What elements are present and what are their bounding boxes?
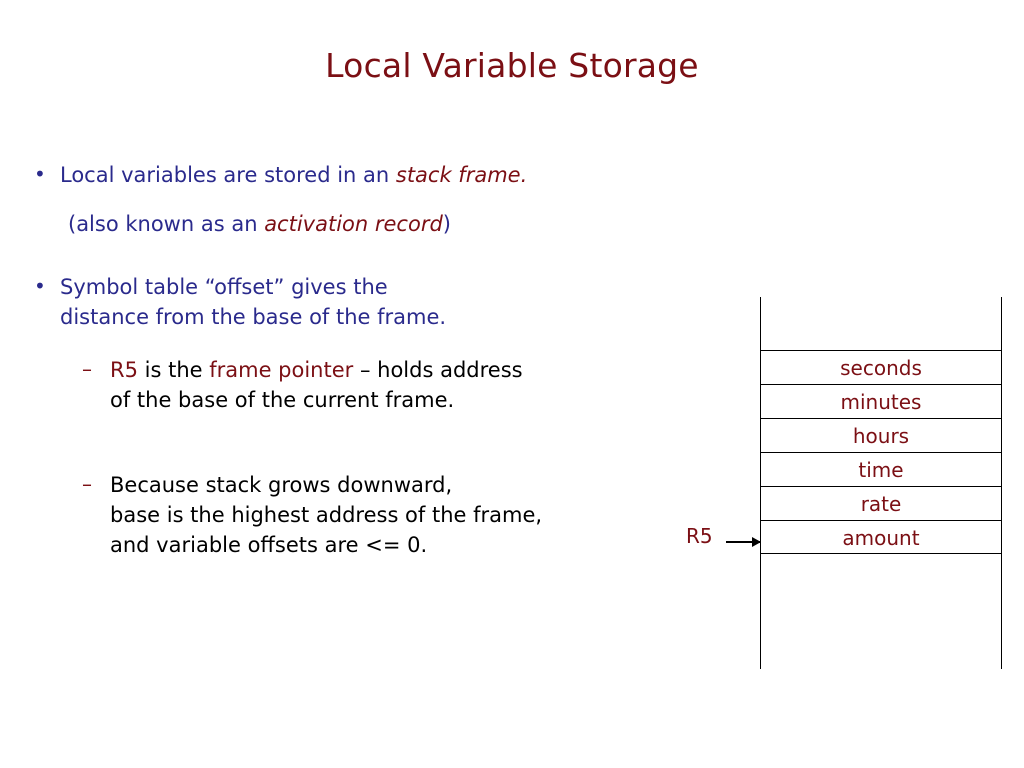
r5-pointer-label: R5: [686, 524, 713, 548]
stack-frame-diagram: [760, 297, 1002, 669]
sub-bullet-1-register: R5: [110, 358, 138, 382]
bullet-2-line-2: distance from the base of the frame.: [60, 305, 447, 329]
sub-bullet-2-line-2: base is the highest address of the frame,: [110, 503, 543, 527]
bullet-1-text: [60, 160, 527, 190]
sub-bullet-1-part-b: is the: [137, 358, 210, 382]
sub-bullet-1-part-d: – holds address: [353, 358, 523, 382]
sub-bullet-2-text: [110, 470, 542, 560]
frame-cell: rate: [760, 486, 1002, 520]
frame-cell: time: [760, 452, 1002, 486]
bullet-marker-icon: •: [34, 162, 46, 186]
dash-marker-icon: –: [82, 357, 92, 381]
bullet-1-sub-emphasis: activation record: [264, 212, 443, 236]
bullet-item-1: [34, 160, 734, 190]
page-title: Local Variable Storage: [325, 46, 699, 85]
sub-bullet-2-line-1: Because stack grows downward,: [110, 473, 453, 497]
sub-bullet-item-2: [82, 470, 722, 560]
bullet-2-line-1: Symbol table “offset” gives the: [60, 275, 388, 299]
bullet-1-sub-part-c: ): [442, 212, 451, 236]
sub-bullet-1-line-2: of the base of the current frame.: [110, 388, 455, 412]
sub-bullet-1-term: frame pointer: [209, 358, 354, 382]
sub-bullet-item-1: [82, 355, 702, 415]
frame-cell: hours: [760, 418, 1002, 452]
bullet-1-part-a: Local variables are stored in an: [60, 163, 396, 187]
bullet-1-sub-part-a: (also known as an: [68, 212, 265, 236]
bullet-2-text: [60, 272, 446, 332]
bullet-1-subline: [68, 209, 451, 239]
sub-bullet-2-line-3: and variable offsets are <= 0.: [110, 533, 428, 557]
bullet-1-emphasis: stack frame.: [395, 163, 528, 187]
frame-cell: seconds: [760, 350, 1002, 384]
frame-cell-list: [760, 350, 1002, 554]
r5-arrow-icon: [726, 541, 760, 543]
bullet-item-2: [34, 272, 594, 332]
dash-marker-icon: –: [82, 472, 92, 496]
bullet-marker-icon: •: [34, 274, 46, 298]
frame-cell: minutes: [760, 384, 1002, 418]
sub-bullet-1-text: [110, 355, 523, 415]
frame-cell: amount: [760, 520, 1002, 554]
